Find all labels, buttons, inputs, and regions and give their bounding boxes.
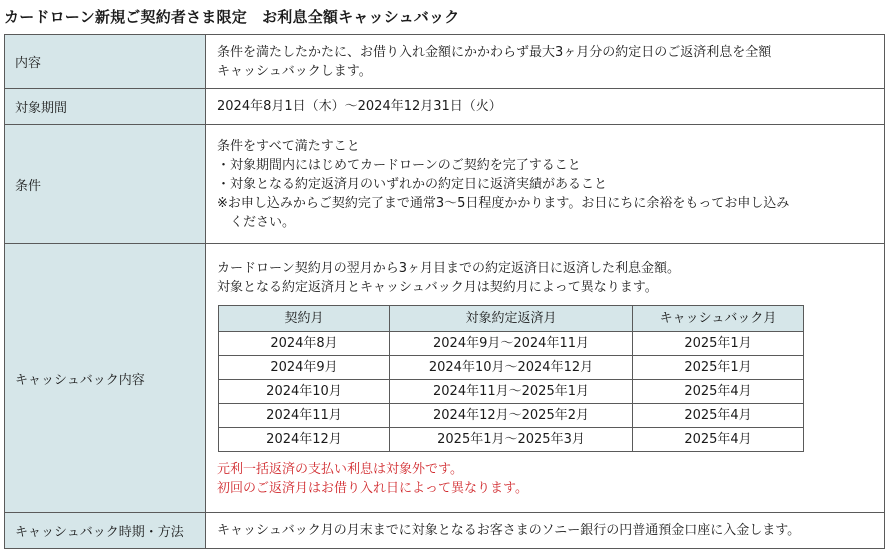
- table-row: [219, 403, 804, 427]
- cell-contract-month: 2024年9月: [219, 355, 390, 379]
- label-cashback: キャッシュバック内容: [5, 244, 206, 513]
- row-content: [5, 35, 885, 89]
- header-cashback-month: キャッシュバック月: [633, 305, 804, 331]
- row-timing: [5, 513, 885, 549]
- row-period: [5, 89, 885, 125]
- label-content: 内容: [5, 35, 206, 89]
- row-conditions: [5, 125, 885, 244]
- cashback-intro-1: カードローン契約月の翌月から3ヶ月目までの約定返済日に返済した利息金額。: [217, 260, 681, 276]
- cell-contract-month: 2024年12月: [219, 427, 390, 451]
- table-row: [219, 331, 804, 355]
- cell-contract-month: 2024年8月: [219, 331, 390, 355]
- cell-contract-month: 2024年10月: [219, 379, 390, 403]
- cell-cashback-month: 2025年1月: [633, 355, 804, 379]
- value-timing: キャッシュバック月の月末までに対象となるお客さまのソニー銀行の円普通預金口座に入金します。: [206, 513, 885, 549]
- cell-repayment-months: 2024年12月～2025年2月: [390, 403, 633, 427]
- value-period: 2024年8月1日（木）～2024年12月31日（火）: [206, 89, 885, 125]
- cashback-schedule-table: [218, 305, 804, 452]
- content-line-2: キャッシュバックします。: [217, 63, 372, 79]
- condition-line-2: ・対象期間内にはじめてカードローンのご契約を完了すること: [217, 157, 581, 173]
- page-title: カードローン新規ご契約者さま限定 お利息全額キャッシュバック: [4, 8, 460, 26]
- value-content: [206, 35, 885, 89]
- cashback-intro-2: 対象となる約定返済月とキャッシュバック月は契約月によって異なります。: [217, 279, 658, 295]
- cell-repayment-months: 2024年11月～2025年1月: [390, 379, 633, 403]
- cell-cashback-month: 2025年4月: [633, 403, 804, 427]
- label-timing: キャッシュバック時期・方法: [5, 513, 206, 549]
- header-contract-month: 契約月: [219, 305, 390, 331]
- cell-repayment-months: 2024年9月～2024年11月: [390, 331, 633, 355]
- cell-repayment-months: 2024年10月～2024年12月: [390, 355, 633, 379]
- value-cashback: [206, 244, 885, 513]
- cell-cashback-month: 2025年1月: [633, 331, 804, 355]
- label-period: 対象期間: [5, 89, 206, 125]
- row-cashback: [5, 244, 885, 513]
- table-row: [219, 379, 804, 403]
- condition-line-3: ・対象となる約定返済月のいずれかの約定日に返済実績があること: [217, 176, 608, 192]
- condition-line-4: ※お申し込みからご契約完了まで通常3～5日程度かかります。お日にちに余裕をもってお申し込み: [217, 195, 790, 211]
- table-row: [219, 355, 804, 379]
- cashback-note-2: 初回のご返済月はお借り入れ日によって異なります。: [217, 480, 528, 496]
- campaign-details-table: [4, 34, 885, 549]
- condition-line-1: 条件をすべて満たすこと: [217, 138, 360, 154]
- cell-cashback-month: 2025年4月: [633, 379, 804, 403]
- table-row: [219, 427, 804, 451]
- cell-repayment-months: 2025年1月～2025年3月: [390, 427, 633, 451]
- content-line-1: 条件を満たしたかたに、お借り入れ金額にかかわらず最大3ヶ月分の約定日のご返済利息を全額: [217, 44, 772, 60]
- label-conditions: 条件: [5, 125, 206, 244]
- condition-line-5: ください。: [230, 214, 296, 230]
- cell-cashback-month: 2025年4月: [633, 427, 804, 451]
- cell-contract-month: 2024年11月: [219, 403, 390, 427]
- cashback-note-1: 元利一括返済の支払い利息は対象外です。: [217, 461, 463, 477]
- schedule-header-row: [219, 305, 804, 331]
- value-conditions: [206, 125, 885, 244]
- header-repayment-months: 対象約定返済月: [390, 305, 633, 331]
